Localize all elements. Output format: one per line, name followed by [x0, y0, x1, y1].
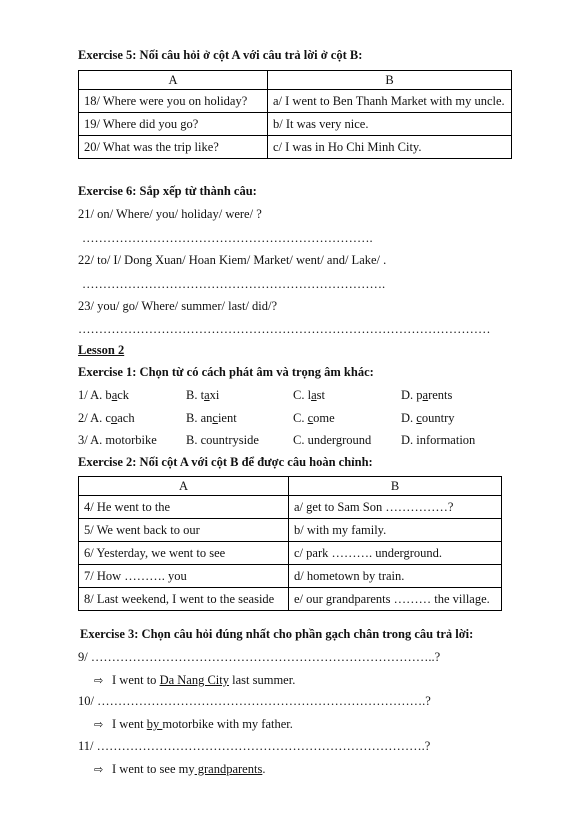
sentence-start-cell: 6/ Yesterday, we went to see: [79, 542, 289, 565]
exercise-5-table: [78, 70, 512, 159]
option-1b: B. taxi: [186, 388, 220, 402]
answer-10: ⇨ I went by motorbike with my father.: [94, 717, 293, 731]
option-3b: B. countryside: [186, 433, 259, 447]
table-row: [79, 90, 512, 113]
question-line-9[interactable]: 9/ ………………………………………………………………………..?: [78, 650, 441, 664]
option-3a: 3/ A. motorbike: [78, 433, 157, 447]
question-cell: 19/ Where did you go?: [79, 113, 268, 136]
arrow-icon: ⇨: [94, 674, 104, 687]
question-cell: 20/ What was the trip like?: [79, 136, 268, 159]
table-row: [79, 496, 502, 519]
answer-line-22[interactable]: ……………………………………………………………….: [82, 277, 386, 291]
answer-line-21[interactable]: …………………………………………………………….: [82, 231, 373, 245]
answer-line-23[interactable]: ………………………………………………………………………………………: [78, 322, 491, 336]
column-b-header: B: [268, 71, 512, 90]
reorder-question-22: 22/ to/ I/ Dong Xuan/ Hoan Kiem/ Market/ went/ and/ Lake/ .: [78, 253, 387, 267]
exercise-5-title: Exercise 5: Nối câu hỏi ở cột A với câu trả lời ở cột B:: [78, 48, 363, 62]
option-2d: D. country: [401, 411, 455, 425]
option-2b: B. ancient: [186, 411, 237, 425]
answer-cell: b/ It was very nice.: [268, 113, 512, 136]
table-row: [79, 113, 512, 136]
sentence-end-cell: d/ hometown by train.: [289, 565, 502, 588]
exercise-1-title: Exercise 1: Chọn từ có cách phát âm và trọng âm khác:: [78, 365, 374, 379]
table-row: [79, 519, 502, 542]
question-cell: 18/ Where were you on holiday?: [79, 90, 268, 113]
option-1d: D. parents: [401, 388, 453, 402]
table-row: [79, 542, 502, 565]
option-1a: 1/ A. back: [78, 388, 130, 402]
answer-cell: a/ I went to Ben Thanh Market with my uncle.: [268, 90, 512, 113]
option-3c: C. underground: [293, 433, 372, 447]
sentence-start-cell: 8/ Last weekend, I went to the seaside: [79, 588, 289, 611]
table-row: [79, 588, 502, 611]
answer-cell: c/ I was in Ho Chi Minh City.: [268, 136, 512, 159]
reorder-question-23: 23/ you/ go/ Where/ summer/ last/ did/?: [78, 299, 278, 313]
sentence-start-cell: 7/ How ………. you: [79, 565, 289, 588]
exercise-2-title: Exercise 2: Nối cột A với cột B để được câu hoàn chỉnh:: [78, 455, 373, 469]
sentence-end-cell: a/ get to Sam Son ……………?: [289, 496, 502, 519]
reorder-question-21: 21/ on/ Where/ you/ holiday/ were/ ?: [78, 207, 262, 221]
question-line-10[interactable]: 10/ …………………………………………………………………….?: [78, 694, 431, 708]
exercise-6-title: Exercise 6: Sắp xếp từ thành câu:: [78, 184, 257, 198]
table-row: [79, 565, 502, 588]
table-row: [79, 136, 512, 159]
option-2a: 2/ A. coach: [78, 411, 135, 425]
lesson-heading: Lesson 2: [78, 343, 125, 357]
sentence-end-cell: c/ park ………. underground.: [289, 542, 502, 565]
option-2c: C. come: [293, 411, 335, 425]
exercise-2-table: [78, 476, 502, 611]
answer-9: ⇨ I went to Da Nang City last summer.: [94, 673, 296, 687]
arrow-icon: ⇨: [94, 718, 104, 731]
question-line-11[interactable]: 11/ …………………………………………………………………….?: [78, 739, 431, 753]
sentence-end-cell: b/ with my family.: [289, 519, 502, 542]
exercise-3-title: Exercise 3: Chọn câu hỏi đúng nhất cho phần gạch chân trong câu trả lời:: [80, 627, 474, 641]
arrow-icon: ⇨: [94, 763, 104, 776]
option-3d: D. information: [401, 433, 476, 447]
sentence-end-cell: e/ our grandparents ……… the village.: [289, 588, 502, 611]
option-1c: C. last: [293, 388, 325, 402]
sentence-start-cell: 4/ He went to the: [79, 496, 289, 519]
sentence-start-cell: 5/ We went back to our: [79, 519, 289, 542]
column-a-header: A: [79, 477, 289, 496]
column-a-header: A: [79, 71, 268, 90]
answer-11: ⇨ I went to see my grandparents.: [94, 762, 266, 776]
column-b-header: B: [289, 477, 502, 496]
